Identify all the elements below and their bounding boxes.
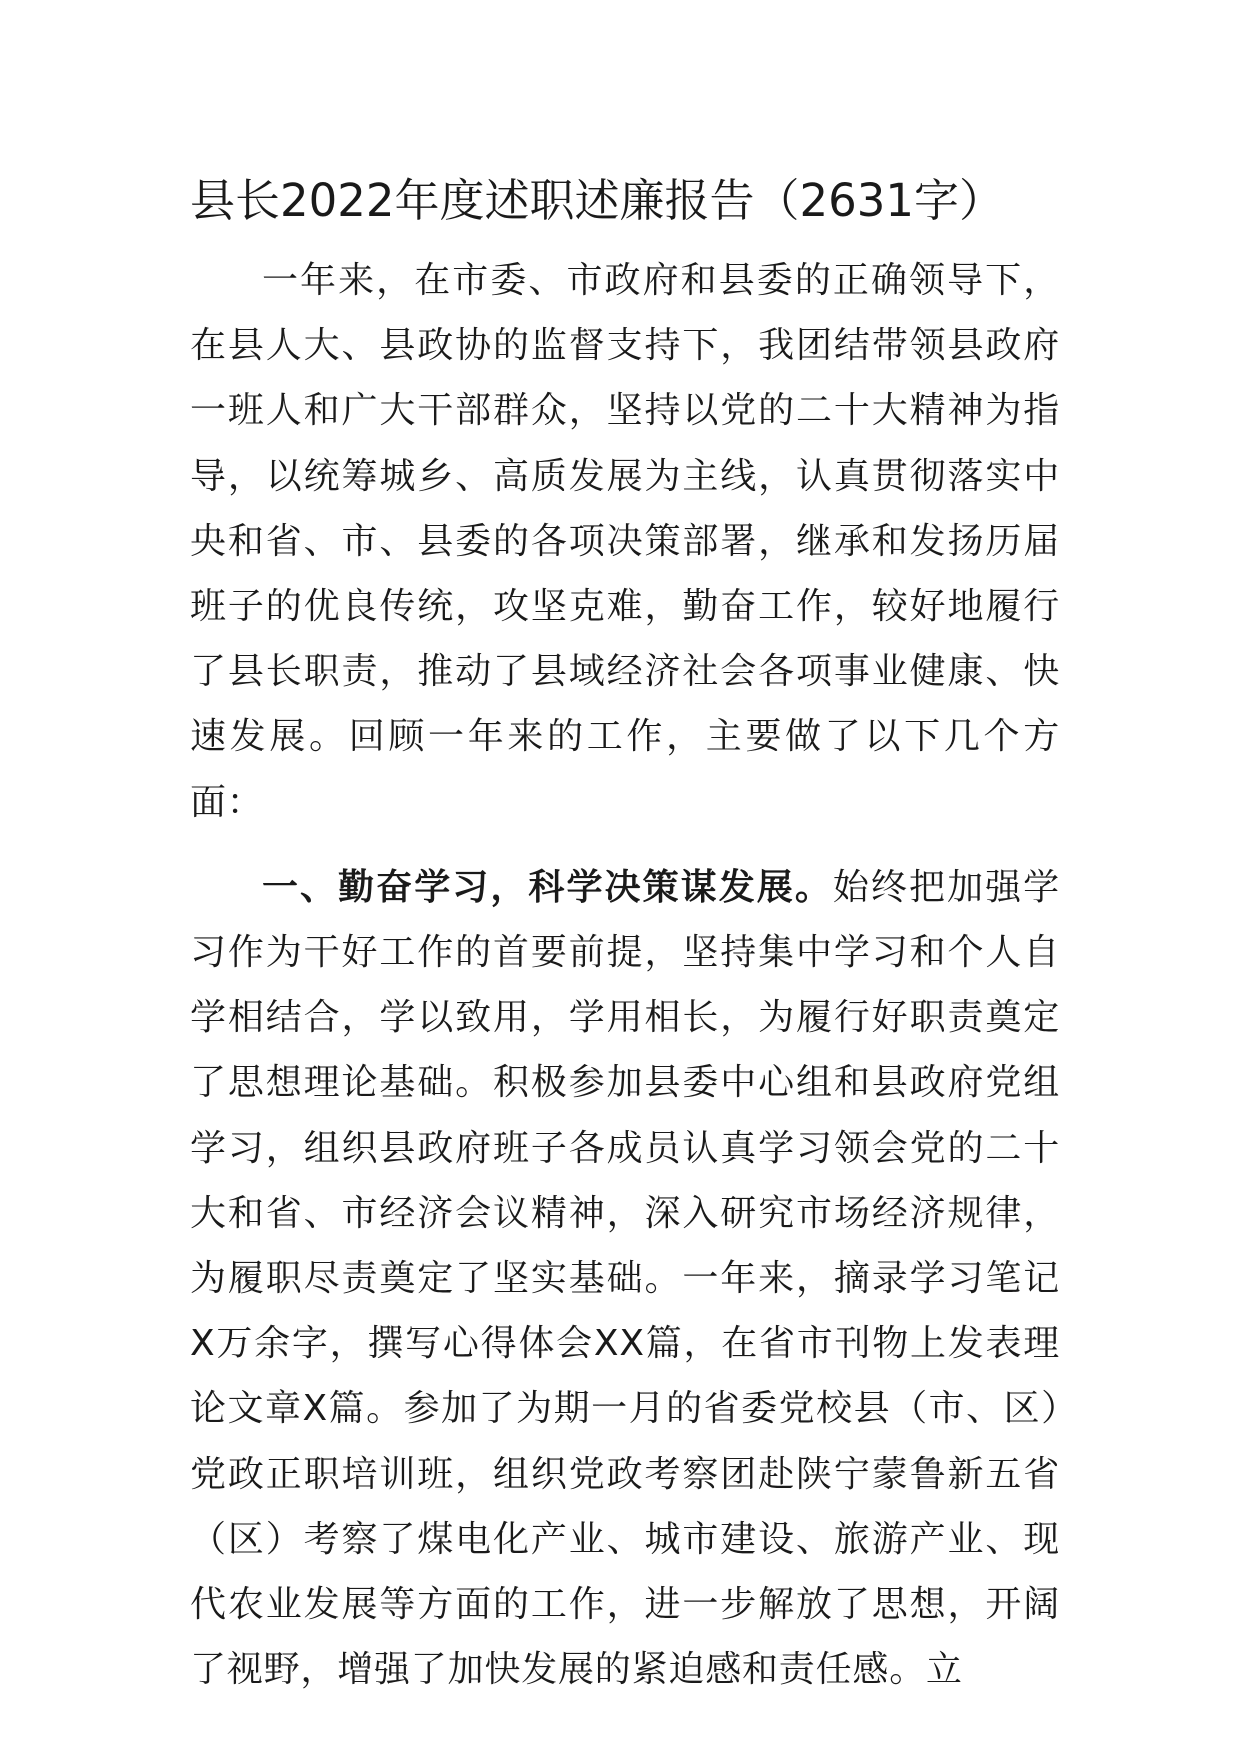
- document-body: [190, 248, 1060, 1702]
- section-one-heading: 一、勤奋学习，科学决策谋发展。: [262, 866, 833, 908]
- document-title: 县长2022年度述职述廉报告（2631字）: [190, 174, 1005, 227]
- section-one-paragraph: [190, 855, 1060, 1703]
- section-one-text: 始终把加强学习作为干好工作的首要前提，坚持集中学习和个人自学相结合，学以致用，学用相长，为履行好职责奠定了思想理论基础。积极参加县委中心组和县政府党组学习，组织县政府班子各成员认真学习领会党的二十大和省、市经济会议精神，深入研究市场经济规律，为履职尽责奠定了坚实基础。一年来，摘录学习笔记X万余字，撰写心得体会XX篇，在省市刊物上发表理论文章X篇。参加了为期一月的省委党校县（市、区）党政正职培训班，组织党政考察团赴陕宁蒙鲁新五省（区）考察了煤电化产业、城市建设、旅游产业、现代农业发展等方面的工作，进一步解放了思想，开阔了视野，增强了加快发展的紧迫感和责任感。立: [190, 866, 1060, 1691]
- intro-paragraph-text: 一年来，在市委、市政府和县委的正确领导下，在县人大、县政协的监督支持下，我团结带领县政府一班人和广大干部群众，坚持以党的二十大精神为指导，以统筹城乡、高质发展为主线，认真贯彻落实中央和省、市、县委的各项决策部署，继承和发扬历届班子的优良传统，攻坚克难，勤奋工作，较好地履行了县长职责，推动了县域经济社会各项事业健康、快速发展。回顾一年来的工作，主要做了以下几个方面：: [190, 260, 1060, 823]
- intro-paragraph: [190, 248, 1060, 835]
